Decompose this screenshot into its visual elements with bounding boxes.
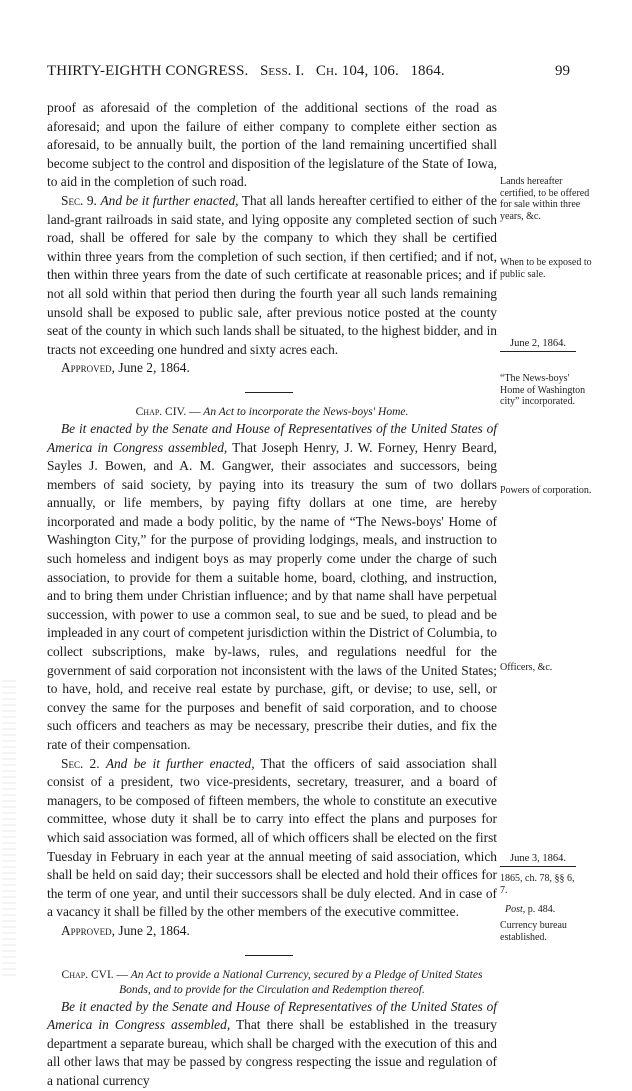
chapter-divider xyxy=(245,392,293,393)
margin-date-chapter-civ: June 2, 1864. xyxy=(500,338,576,352)
session-label: Sess. I. xyxy=(259,63,305,79)
chapter-label: Chap. CVI. — xyxy=(61,968,129,981)
scan-edge-artifact xyxy=(2,680,16,980)
running-title: THIRTY-EIGHTH CONGRESS. xyxy=(47,63,249,79)
chapter-divider xyxy=(245,955,293,956)
section-text: That all lands hereafter certified to either of the land-grant railroads in said state, and lying opposite any completed section of such road, shall be offered for sale by the company to which they shall be certified within three years from the completion of such section, if then certified; and if not, then within three years from the date of such certificate at reasonable prices; and if not all sold within that period then during the fourth year all such lands remaining unsold shall be exposed to public sale, after previous notice posted at the county seat of the county in which such lands shall be situated, to the highest bidder, and in tracts not exceeding one hundred and sixty acres each. xyxy=(47,192,497,357)
post-label: Post, xyxy=(505,904,526,915)
approved-label: Approved, xyxy=(61,922,116,938)
chapter-title: An Act to incorporate the News-boys' Home. xyxy=(200,405,409,418)
chapter-cvi-section-1 xyxy=(47,998,497,1091)
post-page: p. 484. xyxy=(525,904,556,915)
chapter-civ-section-1 xyxy=(47,420,497,755)
approval-line xyxy=(61,922,497,941)
approved-date: June 2, 1864. xyxy=(115,922,190,938)
approval-line xyxy=(61,359,497,378)
approved-label: Approved, xyxy=(61,360,116,376)
chapter-civ-heading xyxy=(47,405,497,420)
section-9 xyxy=(47,192,497,359)
margin-note-currency-bureau: Currency bureau established. xyxy=(500,920,567,943)
section-label: Sec. 9. xyxy=(61,192,97,208)
enacting-phrase: And be it further enacted, xyxy=(100,192,239,208)
page-number: 99 xyxy=(555,63,570,79)
section-text: That Joseph Henry, J. W. Forney, Henry Beard, Sayles J. Bowen, and A. M. Gangwer, their associates and successors, being members of said society, by paying into its treasury the sum of two dollars annually, or life members, by paying fifty dollars at one time, are hereby incorporated and made a body politic, by the name of “The News-boys' Home of Washington City,” for the purpose of providing lodgings, meals, and instruction to such homeless and indigent boys as may properly come under the charge of such association, to provide for them a suitable home, board, clothing, and instruction, and to bring them under Christian influence; and by that name shall have perpetual succession, with power to use a common seal, to sue and be sued, to plead and be impleaded in any court of competent jurisdiction within the District of Columbia, to collect subscriptions, make by-laws, rules, and regulations needful for the government of said corporation not inconsistent with the laws of the United States; to have, hold, and receive real estate by purchase, gift, or devise; to use, sell, or convey the same for the purposes and benefit of said corporation, and to choose such officers and teachers as may be necessary, prescribe their duties, and fix the rate of their compensation. xyxy=(47,439,497,752)
margin-note-officers: Officers, &c. xyxy=(500,662,553,673)
chapter-civ-section-2 xyxy=(47,755,497,922)
chapter-cvi-heading xyxy=(47,968,497,998)
section-text: That there shall be established in the treasury department a separate bureau, which shall be charged with the execution of this and all other laws that may be passed by congress respecting the issue and regulation of a national currency xyxy=(47,1017,497,1088)
enacting-formula: Be it enacted by the Senate and House of Representatives of the United States of America in Congress assembled, xyxy=(47,998,497,1033)
margin-note-public-sale: When to be exposed to public sale. xyxy=(500,257,592,280)
header-year: 1864. xyxy=(410,63,445,79)
margin-note-reference-1865: 1865, ch. 78, §§ 6, 7. xyxy=(500,873,575,896)
paragraph-continued: proof as aforesaid of the completion of the additional sections of the road as aforesaid; and upon the failure of either company to complete either section as aforesaid, to be annually built, the portion of the land remaining uncertified shall become subject to the control and disposition of the legislature of the State of Iowa, to aid in the completion of such road. xyxy=(47,100,497,190)
margin-note-post-reference xyxy=(505,904,601,916)
enacting-formula: Be it enacted by the Senate and House of Representatives of the United States of America in Congress assembled, xyxy=(47,420,497,455)
margin-note-lands-certified: Lands hereafter certified, to be offered for sale within three years, &c. xyxy=(500,176,590,222)
chapter-title: An Act to provide a National Currency, secured by a Pledge of United States Bonds, and to provide for the Circulation and Redemption thereof. xyxy=(119,968,483,996)
section-text: That the officers of said association shall consist of a president, two vice-presidents, secretary, treasurer, and a board of managers, to be composed of fifteen members, the whole to constitute an executive committee, whose duty it shall be to carry into effect the plans and purposes for which said association was formed, all of which officers shall be elected on the first Tuesday in February in each year at the annual meeting of said association, which shall be held on said day; their successors shall be elected and hold their offices for the term of one year, and until their successors shall be duly elected. And in case of a vacancy it shall be filled by the other members of the executive committee. xyxy=(47,755,497,920)
chapter-label: Chap. CIV. — xyxy=(135,405,201,418)
section-label: Sec. 2. xyxy=(61,755,100,771)
main-text-column xyxy=(47,99,497,1091)
margin-note-newsboys-home: “The News-boys' Home of Washington city” incorporated. xyxy=(500,373,586,407)
approved-date: June 2, 1864. xyxy=(115,360,190,376)
enacting-phrase: And be it further enacted, xyxy=(105,755,255,771)
margin-note-powers: Powers of corporation. xyxy=(500,485,592,496)
header-title-line xyxy=(47,63,445,80)
chapters-label: Ch. 104, 106. xyxy=(315,63,399,79)
margin-date-chapter-cvi: June 3, 1864. xyxy=(500,853,576,867)
